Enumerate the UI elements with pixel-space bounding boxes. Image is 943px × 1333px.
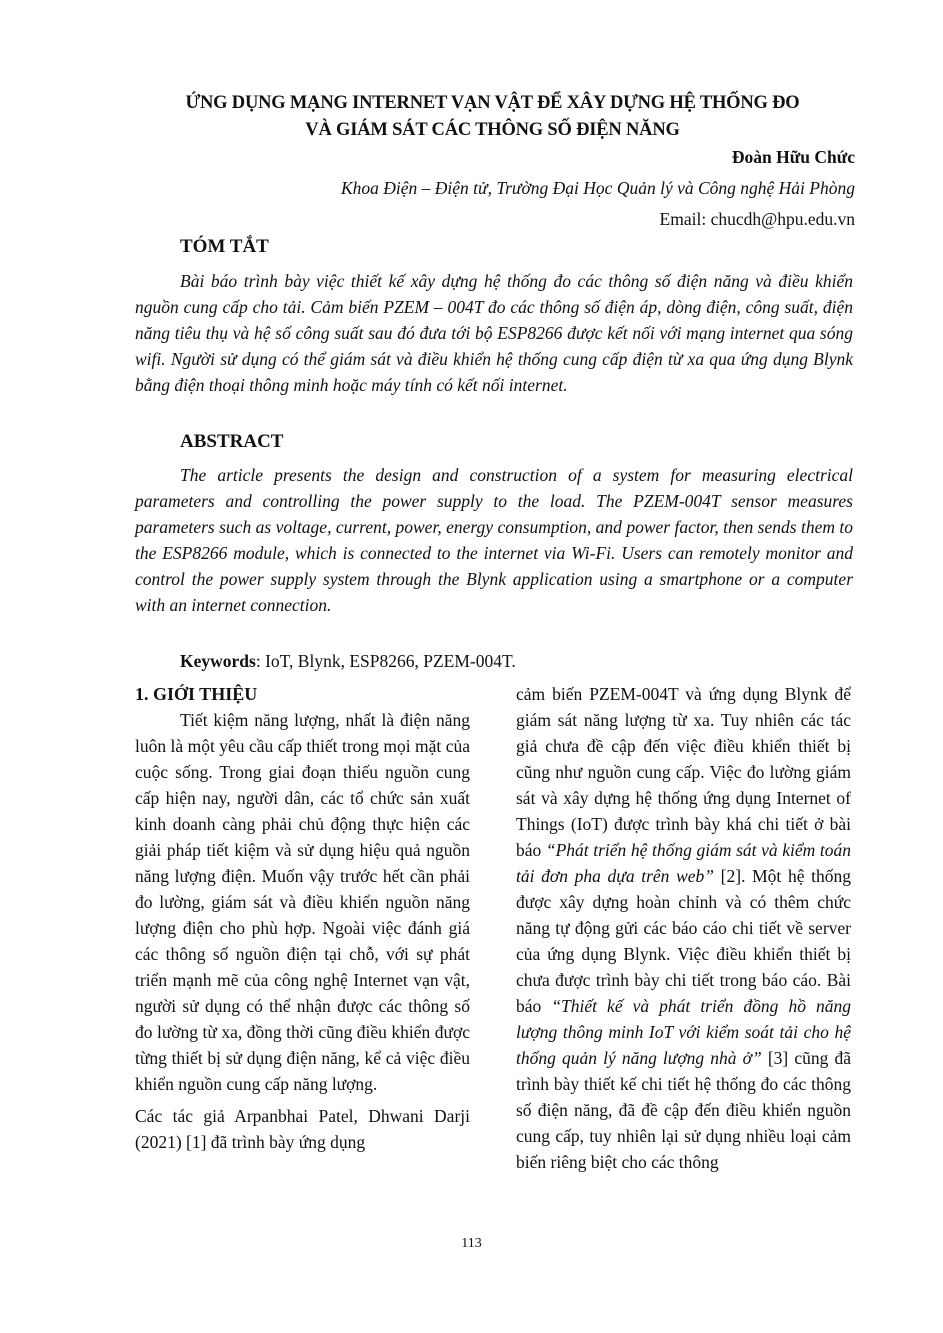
cited-title-2: “Phát triển hệ thống giám sát và kiểm toán tải đơn pha dựa trên web”: [516, 840, 851, 886]
intro-paragraph-2: Các tác giả Arpanbhai Patel, Dhwani Darji (2021) [1] đã trình bày ứng dụng: [135, 1106, 470, 1152]
keywords: [180, 651, 516, 672]
author-name: Đoàn Hữu Chức: [731, 147, 855, 167]
page-number: 113: [461, 1236, 482, 1251]
text-run: [2]. Một hệ thống được xây dựng hoàn chỉnh và có thêm chức năng tự động gửi các báo cáo chi tiết về server của ứng dụng Blynk. Việc điều khiển thiết bị chưa được trình bày chi tiết trong báo cáo. Bài báo: [516, 866, 851, 1016]
keywords-label: Keywords: [180, 651, 256, 671]
column-left: [135, 681, 470, 1155]
author-affiliation: Khoa Điện – Điện tử, Trường Đại Học Quản lý và Công nghệ Hải Phòng: [340, 178, 855, 198]
title-line-2: VÀ GIÁM SÁT CÁC THÔNG SỐ ĐIỆN NĂNG: [305, 120, 680, 140]
section-1-heading: 1. GIỚI THIỆU: [135, 684, 258, 704]
intro-paragraph-2-continued: [516, 681, 851, 1175]
paper-title: [120, 90, 865, 144]
summary-heading: TÓM TẮT: [180, 236, 269, 257]
column-right: [516, 681, 851, 1175]
cited-title-3: “Thiết kế và phát triển đồng hồ năng lượng thông minh IoT với kiểm soát tải cho hệ thống quản lý năng lượng nhà ở”: [516, 996, 851, 1068]
text-run: cảm biến PZEM-004T và ứng dụng Blynk để giám sát năng lượng từ xa. Tuy nhiên các tác giả chưa đề cập đến việc điều khiển thiết bị cũng như nguồn cung cấp. Việc đo lường giám sát và xây dựng hệ thống ứng dụng Internet of Things (IoT) được trình bày khá chi tiết ở bài báo: [516, 684, 851, 860]
keywords-values: : IoT, Blynk, ESP8266, PZEM-004T.: [255, 651, 516, 671]
abstract-text: The article presents the design and construction of a system for measuring electrical parameters and controlling the power supply to the load. The PZEM-004T sensor measures parameters such as voltage, current, power, energy consumption, and power factor, then sends them to the ESP8266 module, which is connected to the internet via Wi-Fi. Users can remotely monitor and control the power supply system through the Blynk application using a smartphone or a computer with an internet connection.: [135, 465, 853, 615]
author-email: Email: chucdh@hpu.edu.vn: [659, 209, 855, 229]
intro-paragraph-1: Tiết kiệm năng lượng, nhất là điện năng luôn là một yêu cầu cấp thiết trong mọi mặt của cuộc sống. Trong giai đoạn thiếu nguồn cung cấp hiện nay, người dân, các tổ chức sản xuất kinh doanh càng phải chủ động thực hiện các giải pháp tiết kiệm và sử dụng hiệu quả nguồn năng lượng điện. Muốn vậy trước hết cần phải đo lường, giám sát và điều khiển nguồn năng lượng điện cho phù hợp. Ngoài việc đánh giá các thông số nguồn điện tại chỗ, với sự phát triển mạnh mẽ của công nghệ Internet vạn vật, người sử dụng có thể nhận được các thông số đo lường từ xa, đồng thời cũng điều khiển được từng thiết bị sử dụng điện năng, kể cả việc điều khiển nguồn cung cấp năng lượng.: [135, 710, 470, 1094]
text-run: [3] cũng đã trình bày thiết kế chi tiết hệ thống đo các thông số điện năng, đã đề cập đến điều khiển nguồn cung cấp, tuy nhiên lại sử dụng nhiều loại cảm biến riêng biệt cho các thông: [516, 1048, 851, 1172]
abstract-heading: ABSTRACT: [180, 431, 284, 452]
title-line-1: ỨNG DỤNG MẠNG INTERNET VẠN VẬT ĐỂ XÂY DỰNG HỆ THỐNG ĐO: [185, 93, 800, 113]
summary-text: Bài báo trình bày việc thiết kế xây dựng hệ thống đo các thông số điện năng và điều khiển nguồn cung cấp cho tải. Cảm biến PZEM – 004T đo các thông số điện áp, dòng điện, công suất, điện năng tiêu thụ và hệ số công suất sau đó đưa tới bộ ESP8266 được kết nối với mạng internet qua sóng wifi. Người sử dụng có thể giám sát và điều khiển hệ thống cung cấp điện từ xa qua ứng dụng Blynk bằng điện thoại thông minh hoặc máy tính có kết nối internet.: [135, 271, 853, 395]
